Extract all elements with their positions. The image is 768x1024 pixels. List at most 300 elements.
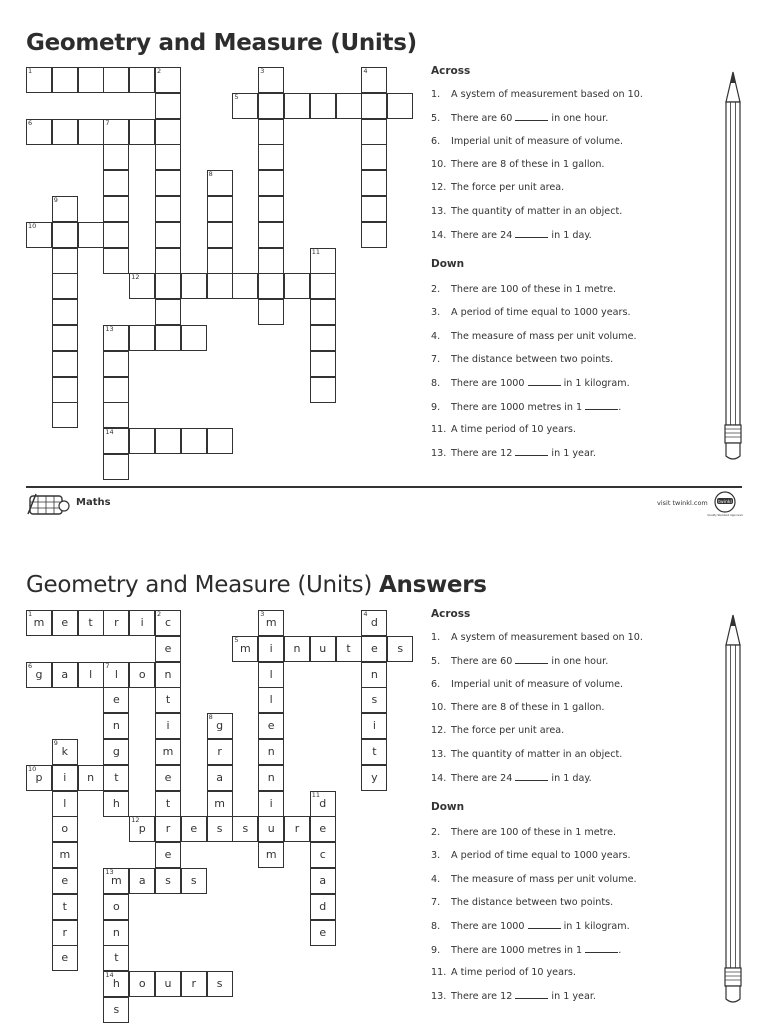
crossword-cell xyxy=(26,662,52,688)
cell-number: 13 xyxy=(105,868,114,876)
crossword-cell xyxy=(361,610,387,636)
clue-number: 14. xyxy=(431,229,447,241)
crossword-cell xyxy=(155,971,181,997)
cell-number: 14 xyxy=(105,971,114,980)
clue-text: Imperial unit of measure of volume. xyxy=(451,678,624,690)
answer-blank xyxy=(515,772,548,781)
cell-letter: r xyxy=(114,616,119,629)
clue-number: 13. xyxy=(431,448,447,460)
pencil-icon xyxy=(718,613,748,1008)
cell-number: 9 xyxy=(53,196,58,204)
cell-number: 2 xyxy=(157,67,162,75)
clue-number: 11. xyxy=(431,423,447,435)
crossword-cell xyxy=(258,791,284,817)
cell-letter: s xyxy=(397,641,404,655)
cell-letter: r xyxy=(62,925,68,939)
cell-number: 9 xyxy=(53,739,58,747)
crossword-cell xyxy=(103,971,129,997)
cell-letter: n xyxy=(164,667,172,681)
cell-letter: g xyxy=(35,667,43,681)
cell-letter: m xyxy=(111,874,122,887)
cell-letter: t xyxy=(114,951,119,965)
crossword-cell xyxy=(26,610,52,636)
clue-text: The force per unit area. xyxy=(451,182,565,194)
cell-letter: r xyxy=(294,822,300,836)
clue-number: 6. xyxy=(431,678,441,690)
crossword-cell xyxy=(155,816,181,842)
clue-number: 12. xyxy=(431,725,447,737)
clue-text: The quantity of matter in an object. xyxy=(451,748,623,760)
clue-text: in one hour. xyxy=(548,656,609,668)
clue-text: The measure of mass per unit volume. xyxy=(451,330,637,342)
clue-item xyxy=(431,897,613,908)
cell-number: 5 xyxy=(234,635,239,644)
crossword-cell xyxy=(103,765,129,791)
cell-letter: l xyxy=(269,693,273,707)
crossword-cell xyxy=(129,868,155,894)
clue-text: in 1 year. xyxy=(548,448,596,460)
clue-text: There are 1000 xyxy=(451,921,528,933)
clue-text: There are 1000 xyxy=(451,378,528,390)
cell-letter: r xyxy=(165,822,171,836)
cell-letter: n xyxy=(87,770,95,784)
clue-item xyxy=(431,967,576,978)
crossword-cell xyxy=(258,765,284,791)
cell-number: 1 xyxy=(28,67,33,75)
clue-text: . xyxy=(618,401,622,413)
clue-item xyxy=(431,827,616,838)
crossword-cell xyxy=(258,662,284,688)
clue-item xyxy=(431,944,621,956)
crossword-cell xyxy=(103,739,129,765)
clue-number: 7. xyxy=(431,353,441,365)
cell-letter: a xyxy=(138,874,146,887)
cell-letter: e xyxy=(319,925,327,939)
cell-number: 8 xyxy=(208,713,213,722)
crossword-cell xyxy=(310,816,336,842)
crossword-cell xyxy=(78,765,104,791)
crossword-cell xyxy=(232,816,258,842)
crossword-cell xyxy=(103,920,129,946)
badge-sub: Quality Standard Approved xyxy=(707,514,743,517)
clue-text: Imperial unit of measure of volume. xyxy=(451,135,624,147)
crossword-cell xyxy=(103,713,129,739)
clue-number: 8. xyxy=(431,921,441,933)
clue-text: The distance between two points. xyxy=(451,896,614,908)
cell-letter: t xyxy=(346,641,351,655)
clue-text: There are 12 xyxy=(451,448,516,460)
cell-letter: c xyxy=(319,848,326,862)
crossword-cell xyxy=(258,610,284,636)
clue-text: There are 60 xyxy=(451,656,516,668)
cell-letter: t xyxy=(88,616,93,629)
crossword-cell xyxy=(52,868,78,894)
cell-letter: n xyxy=(112,719,120,733)
crossword-cell xyxy=(207,816,233,842)
cell-letter: m xyxy=(240,641,251,655)
cell-number: 12 xyxy=(131,273,140,282)
crossword-cell xyxy=(258,687,284,713)
clue-number: 10. xyxy=(431,158,447,170)
cell-letter: o xyxy=(138,667,146,681)
cell-number: 1 xyxy=(28,610,33,618)
cell-letter: k xyxy=(61,745,68,758)
clue-number: 12. xyxy=(431,182,447,194)
cell-letter: g xyxy=(112,745,120,758)
across-heading: Across xyxy=(431,65,471,77)
clue-number: 3. xyxy=(431,307,441,319)
clue-item xyxy=(431,702,605,713)
crossword-cell xyxy=(155,765,181,791)
clue-text: The distance between two points. xyxy=(451,353,614,365)
clue-text: There are 100 of these in 1 metre. xyxy=(451,827,617,838)
clue-number: 5. xyxy=(431,656,441,668)
crossword-cell xyxy=(310,868,336,894)
cell-letter: m xyxy=(265,848,277,862)
crossword-cell xyxy=(52,945,78,971)
crossword-cell xyxy=(129,816,155,842)
cell-number: 7 xyxy=(105,118,110,127)
cell-letter: u xyxy=(319,641,327,655)
crossword-cell xyxy=(207,765,233,791)
answers-title-main: Geometry and Measure (Units) xyxy=(26,572,372,598)
clue-number: 11. xyxy=(431,966,447,978)
clue-text: in one hour. xyxy=(548,113,609,125)
clue-number: 2. xyxy=(431,827,441,838)
crossword-cell xyxy=(103,997,129,1023)
cell-number: 6 xyxy=(28,661,33,670)
crossword-cell xyxy=(258,636,284,662)
clue-text: There are 24 xyxy=(451,772,516,784)
crossword-cell xyxy=(103,894,129,920)
crossword-cell xyxy=(155,868,181,894)
crossword-cell xyxy=(258,816,284,842)
cell-letter: e xyxy=(319,822,327,836)
clue-text: A period of time equal to 1000 years. xyxy=(451,850,631,862)
cell-letter: s xyxy=(242,822,249,836)
crossword-cell xyxy=(52,610,78,636)
clue-item xyxy=(431,874,637,885)
clue-number: 8. xyxy=(431,378,441,390)
crossword-cell xyxy=(103,610,129,636)
cell-letter: d xyxy=(319,899,327,913)
cell-number: 14 xyxy=(105,428,114,437)
crossword-cell xyxy=(361,713,387,739)
clue-text: A period of time equal to 1000 years. xyxy=(451,307,631,319)
crossword-cell xyxy=(310,636,336,662)
clue-number: 14. xyxy=(431,772,447,784)
clue-text: in 1 day. xyxy=(548,229,592,241)
cell-letter: e xyxy=(371,641,378,655)
answer-blank xyxy=(585,944,618,953)
crossword-cell xyxy=(155,636,181,662)
clue-text: The force per unit area. xyxy=(451,725,565,737)
cell-letter: g xyxy=(216,719,224,733)
cell-number: 13 xyxy=(105,325,114,333)
clue-number: 3. xyxy=(431,850,441,862)
clue-text: A system of measurement based on 10. xyxy=(451,632,643,643)
crossword-cell xyxy=(52,662,78,688)
answer-blank xyxy=(515,990,548,999)
crossword-cell xyxy=(207,739,233,765)
cell-letter: h xyxy=(112,977,120,991)
down-heading: Down xyxy=(431,258,465,270)
clue-text: There are 8 of these in 1 gallon. xyxy=(451,701,605,713)
clue-text: A time period of 10 years. xyxy=(451,423,576,435)
cell-letter: a xyxy=(319,874,327,887)
cell-letter: r xyxy=(217,745,222,758)
clue-number: 10. xyxy=(431,701,447,713)
clue-item xyxy=(431,679,623,690)
cell-letter: r xyxy=(191,977,197,991)
crossword-cell xyxy=(181,868,207,894)
cell-letter: n xyxy=(370,667,378,681)
cell-letter: s xyxy=(216,977,223,991)
clue-text: in 1 year. xyxy=(548,991,596,1003)
cell-letter: e xyxy=(164,641,172,655)
cell-letter: l xyxy=(89,667,93,681)
cell-number: 2 xyxy=(157,610,162,618)
cell-number: 10 xyxy=(28,221,37,230)
cell-letter: e xyxy=(164,770,172,784)
cell-letter: e xyxy=(164,848,172,862)
cell-letter: e xyxy=(190,822,198,836)
cell-letter: t xyxy=(165,796,171,810)
cell-number: 3 xyxy=(260,67,265,75)
cell-letter: l xyxy=(63,796,67,810)
crossword-cell xyxy=(52,842,78,868)
crossword-cell xyxy=(207,713,233,739)
clue-number: 9. xyxy=(431,944,441,956)
clue-number: 9. xyxy=(431,401,441,413)
cell-letter: s xyxy=(165,874,171,887)
crossword-cell xyxy=(103,868,129,894)
clue-text: There are 1000 metres in 1 xyxy=(451,401,586,413)
cell-letter: u xyxy=(164,977,172,991)
clue-text: A system of measurement based on 10. xyxy=(451,89,643,100)
cell-number: 7 xyxy=(105,661,110,670)
cell-letter: a xyxy=(61,667,69,681)
clue-text: There are 8 of these in 1 gallon. xyxy=(451,158,605,170)
crossword-cell xyxy=(52,816,78,842)
clue-text: in 1 kilogram. xyxy=(560,378,630,390)
clue-text: The measure of mass per unit volume. xyxy=(451,873,637,885)
crossword-cell xyxy=(207,791,233,817)
crossword-cell xyxy=(103,945,129,971)
clue-text: . xyxy=(618,944,622,956)
clue-text: in 1 kilogram. xyxy=(560,921,630,933)
cell-number: 12 xyxy=(131,816,140,825)
crossword-cell xyxy=(103,662,129,688)
cell-letter: m xyxy=(33,616,45,629)
crossword-cell xyxy=(155,610,181,636)
crossword-cell xyxy=(336,636,362,662)
cell-letter: n xyxy=(267,770,275,784)
cell-number: 10 xyxy=(28,764,37,773)
crossword-cell xyxy=(78,610,104,636)
clue-text: There are 12 xyxy=(451,991,516,1003)
cell-letter: e xyxy=(61,874,69,887)
cell-letter: o xyxy=(113,899,120,913)
clue-number: 1. xyxy=(431,89,441,100)
cell-letter: n xyxy=(267,745,275,758)
clue-number: 7. xyxy=(431,896,441,908)
cell-letter: h xyxy=(112,796,120,810)
crossword-cell xyxy=(52,920,78,946)
clue-text: in 1 day. xyxy=(548,772,592,784)
cell-letter: s xyxy=(190,874,197,887)
crossword-cell xyxy=(232,636,258,662)
cell-number: 4 xyxy=(363,67,368,75)
crossword-cell xyxy=(103,791,129,817)
cell-letter: a xyxy=(216,770,223,784)
crossword-cell xyxy=(155,791,181,817)
crossword-cell xyxy=(258,739,284,765)
clue-item xyxy=(431,749,622,760)
crossword-cell xyxy=(361,687,387,713)
cell-letter: e xyxy=(267,719,275,733)
answers-down-heading: Down xyxy=(431,801,465,813)
clue-item xyxy=(431,725,564,736)
crossword-cell xyxy=(155,662,181,688)
cell-letter: m xyxy=(59,848,71,862)
crossword-cell xyxy=(52,791,78,817)
crossword-cell xyxy=(78,662,104,688)
clue-number: 1. xyxy=(431,632,441,643)
answers-across-heading: Across xyxy=(431,608,471,620)
crossword-cell xyxy=(258,842,284,868)
crossword-cell xyxy=(310,842,336,868)
footer-url: visit twinkl.com xyxy=(657,499,708,507)
crossword-cell xyxy=(284,816,310,842)
cell-number: 5 xyxy=(234,92,239,101)
badge-text: twinkl xyxy=(718,500,732,505)
clue-item xyxy=(431,990,596,1002)
crossword-cell xyxy=(284,636,310,662)
cell-letter: e xyxy=(61,616,69,629)
cell-letter: t xyxy=(62,899,67,913)
cell-letter: m xyxy=(265,616,277,629)
crossword-cell xyxy=(310,920,336,946)
cell-letter: u xyxy=(267,822,275,836)
cell-letter: n xyxy=(293,641,301,655)
clue-text: A time period of 10 years. xyxy=(451,966,576,978)
crossword-cell xyxy=(310,791,336,817)
cell-letter: m xyxy=(162,745,174,758)
clue-text: There are 60 xyxy=(451,113,516,125)
answer-blank xyxy=(528,920,561,929)
cell-number: 3 xyxy=(260,610,265,618)
answer-blank xyxy=(515,655,548,664)
crossword-cell xyxy=(207,971,233,997)
cell-letter: y xyxy=(371,770,378,784)
crossword-cell xyxy=(129,610,155,636)
cell-letter: p xyxy=(138,822,146,836)
cell-letter: n xyxy=(112,925,120,939)
cell-number: 11 xyxy=(311,790,321,799)
crossword-cell xyxy=(129,971,155,997)
cell-letter: o xyxy=(61,822,69,836)
clue-item xyxy=(431,920,630,932)
cell-letter: i xyxy=(140,616,144,629)
cell-letter: e xyxy=(61,951,69,965)
cell-letter: o xyxy=(138,977,146,991)
cell-number: 4 xyxy=(363,610,368,618)
cell-letter: t xyxy=(165,693,171,707)
cell-letter: d xyxy=(319,796,327,810)
clue-text: There are 100 of these in 1 metre. xyxy=(451,284,617,295)
cell-letter: i xyxy=(63,770,67,784)
clue-number: 13. xyxy=(431,991,447,1003)
clue-number: 13. xyxy=(431,748,447,760)
crossword-cell xyxy=(387,636,413,662)
answers-title-bold: Answers xyxy=(379,572,487,598)
cell-letter: s xyxy=(113,1003,120,1016)
crossword-cell xyxy=(52,739,78,765)
crossword-cell xyxy=(155,739,181,765)
clue-number: 4. xyxy=(431,873,441,885)
crossword-cell xyxy=(52,894,78,920)
cell-letter: s xyxy=(371,693,378,707)
crossword-cell xyxy=(52,765,78,791)
clue-number: 2. xyxy=(431,284,441,295)
cell-letter: t xyxy=(114,770,119,784)
clue-item xyxy=(431,772,592,784)
clue-number: 13. xyxy=(431,205,447,217)
cell-letter: d xyxy=(370,616,378,629)
crossword-cell xyxy=(155,842,181,868)
cell-number: 8 xyxy=(208,170,213,179)
crossword-cell xyxy=(258,713,284,739)
crossword-cell xyxy=(155,687,181,713)
cell-letter: i xyxy=(372,719,376,733)
clue-text: The quantity of matter in an object. xyxy=(451,205,623,217)
clue-text: There are 24 xyxy=(451,229,516,241)
cell-letter: i xyxy=(166,719,170,733)
crossword-cell xyxy=(26,765,52,791)
cell-letter: s xyxy=(216,822,223,836)
cell-number: 6 xyxy=(28,118,33,127)
crossword-cell xyxy=(129,662,155,688)
clue-item xyxy=(431,850,631,861)
clue-number: 4. xyxy=(431,330,441,342)
cell-letter: c xyxy=(164,616,172,629)
cell-letter: t xyxy=(372,745,377,758)
clue-item xyxy=(431,655,608,667)
clue-item xyxy=(431,632,643,643)
crossword-cell xyxy=(361,662,387,688)
clue-number: 5. xyxy=(431,113,441,125)
footer-subject: Maths xyxy=(76,497,111,508)
cell-letter: e xyxy=(113,693,120,707)
cell-letter: l xyxy=(269,667,273,681)
crossword-cell xyxy=(181,816,207,842)
cell-letter: i xyxy=(269,641,273,655)
clue-number: 6. xyxy=(431,135,441,147)
cell-letter: i xyxy=(269,796,273,810)
crossword-cell xyxy=(361,636,387,662)
crossword-cell xyxy=(361,765,387,791)
cell-letter: l xyxy=(114,667,118,681)
crossword-cell xyxy=(181,971,207,997)
crossword-cell xyxy=(310,894,336,920)
crossword-cell xyxy=(103,687,129,713)
cell-number: 11 xyxy=(311,247,321,256)
crossword-cell xyxy=(361,739,387,765)
worksheet-title: Geometry and Measure (Units) xyxy=(26,30,417,56)
cell-letter: m xyxy=(214,796,225,810)
clue-text: There are 1000 metres in 1 xyxy=(451,944,586,956)
